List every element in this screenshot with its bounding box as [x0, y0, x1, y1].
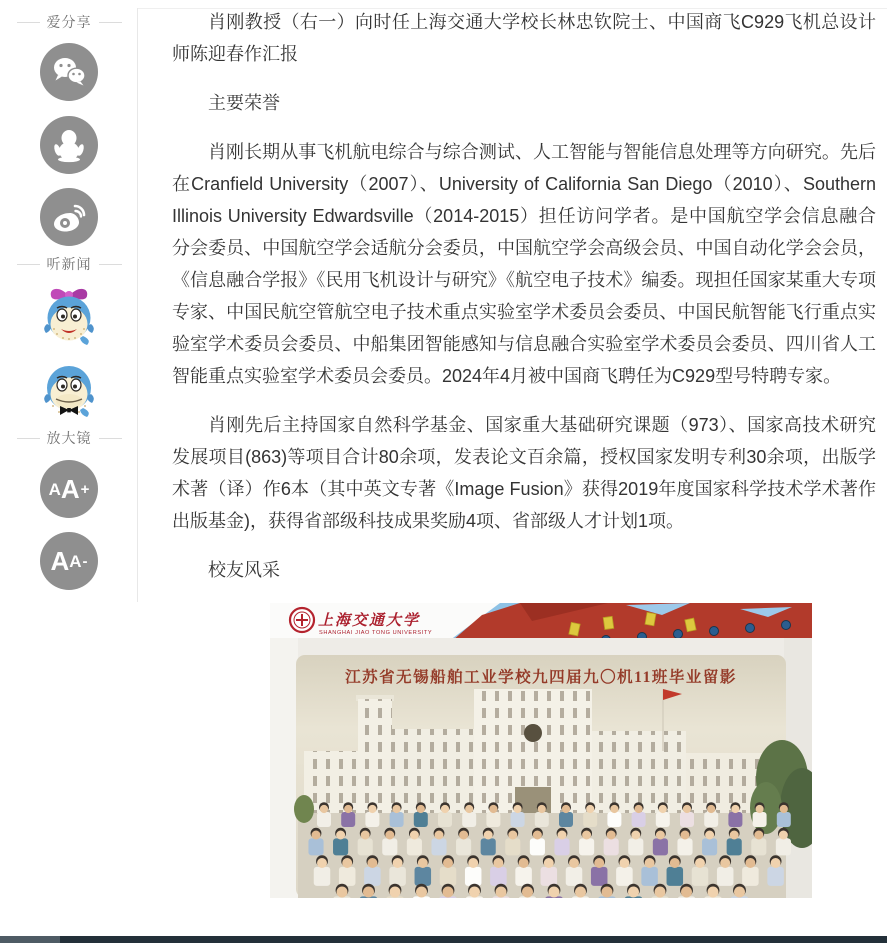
graduation-photo-image	[270, 603, 812, 898]
qq-icon	[49, 125, 89, 165]
font-decrease-a-large: A	[50, 546, 70, 576]
alumni-heading: 校友风采	[208, 560, 280, 580]
article-content	[172, 0, 876, 898]
content-left-border	[137, 8, 138, 602]
share-sidebar	[0, 0, 138, 943]
listen-female-voice-button[interactable]	[37, 284, 101, 348]
label-dash	[17, 264, 40, 265]
font-decrease-sign: -	[82, 552, 88, 570]
male-fish-icon	[37, 356, 101, 420]
female-fish-icon	[37, 284, 101, 348]
university-name-en: SHANGHAI JIAO TONG UNIVERSITY	[319, 630, 433, 636]
label-dash	[17, 22, 40, 23]
alumni-graduation-photo	[270, 603, 812, 898]
projects-paragraph: 肖刚先后主持国家自然科学基金、国家重大基础研究课题（973）、国家高技术研究发展项目(863)等项目合计80余项，发表论文百余篇，授权国家发明专利30余项，出版学术著（译）作6本（其中英文专著《Image Fusion》获得2019年度国家科学技术学术著作出版基金)，获得省部级科技成果奖励4项、省部级人才计划1项。	[172, 415, 876, 531]
weibo-icon	[49, 197, 89, 237]
university-name: 上海交通大学	[318, 613, 421, 629]
footer-bar	[0, 936, 887, 943]
font-increase-sign: +	[80, 480, 90, 498]
font-increase-a-small: A	[48, 479, 61, 499]
font-decrease-button[interactable]	[40, 532, 98, 590]
honors-paragraph: 肖刚长期从事飞机航电综合与综合测试、人工智能与智能信息处理等方向研究。先后在Cranfield University（2007）、University of California San Diego（2010）、Southern Illinois University Edwardsville（2014-2015）担任访问学者。是中国航空学会信息融合分会委员、中国航空学会适航分会委员，中国航空学会高级会员、中国自动化学会会员，《信息融合学报》《民用飞机设计与研究》《航空电子技术》编委。现担任国家某重大专项专家、中国民航空管航空电子技术重点实验室学术委员会委员、中国民航智能飞行重点实验室学术委员会委员、中船集团智能感知与信息融合实验室学术委员会委员、四川省人工智能重点实验室学术委员会委员。2024年4月被中国商飞聘任为C929型号特聘专家。	[172, 142, 876, 386]
wechat-share-button[interactable]	[40, 43, 98, 101]
article-caption: 肖刚教授（右一）向时任上海交通大学校长林忠钦院士、中国商飞C929飞机总设计师陈迎春作汇报	[172, 12, 876, 64]
listen-section-label	[0, 254, 138, 274]
footer-bar-left-segment	[0, 936, 60, 943]
label-dash	[99, 264, 122, 265]
font-decrease-a-small: A	[69, 551, 82, 571]
font-increase-button[interactable]	[40, 460, 98, 518]
share-section-label-text: 爱分享	[46, 14, 92, 30]
wechat-icon	[49, 52, 89, 92]
weibo-share-button[interactable]	[40, 188, 98, 246]
qq-share-button[interactable]	[40, 116, 98, 174]
label-dash	[99, 22, 122, 23]
font-increase-a-large: A	[60, 474, 80, 504]
label-dash	[17, 438, 40, 439]
listen-male-voice-button[interactable]	[37, 356, 101, 420]
label-dash	[99, 438, 122, 439]
magnifier-section-label	[0, 428, 138, 448]
share-section-label	[0, 12, 138, 32]
honors-heading: 主要荣誉	[208, 93, 280, 113]
magnifier-section-label-text: 放大镜	[46, 430, 92, 446]
photo-title: 江苏省无锡船舶工业学校九四届九〇机11班毕业留影	[345, 669, 737, 686]
listen-section-label-text: 听新闻	[46, 256, 92, 272]
